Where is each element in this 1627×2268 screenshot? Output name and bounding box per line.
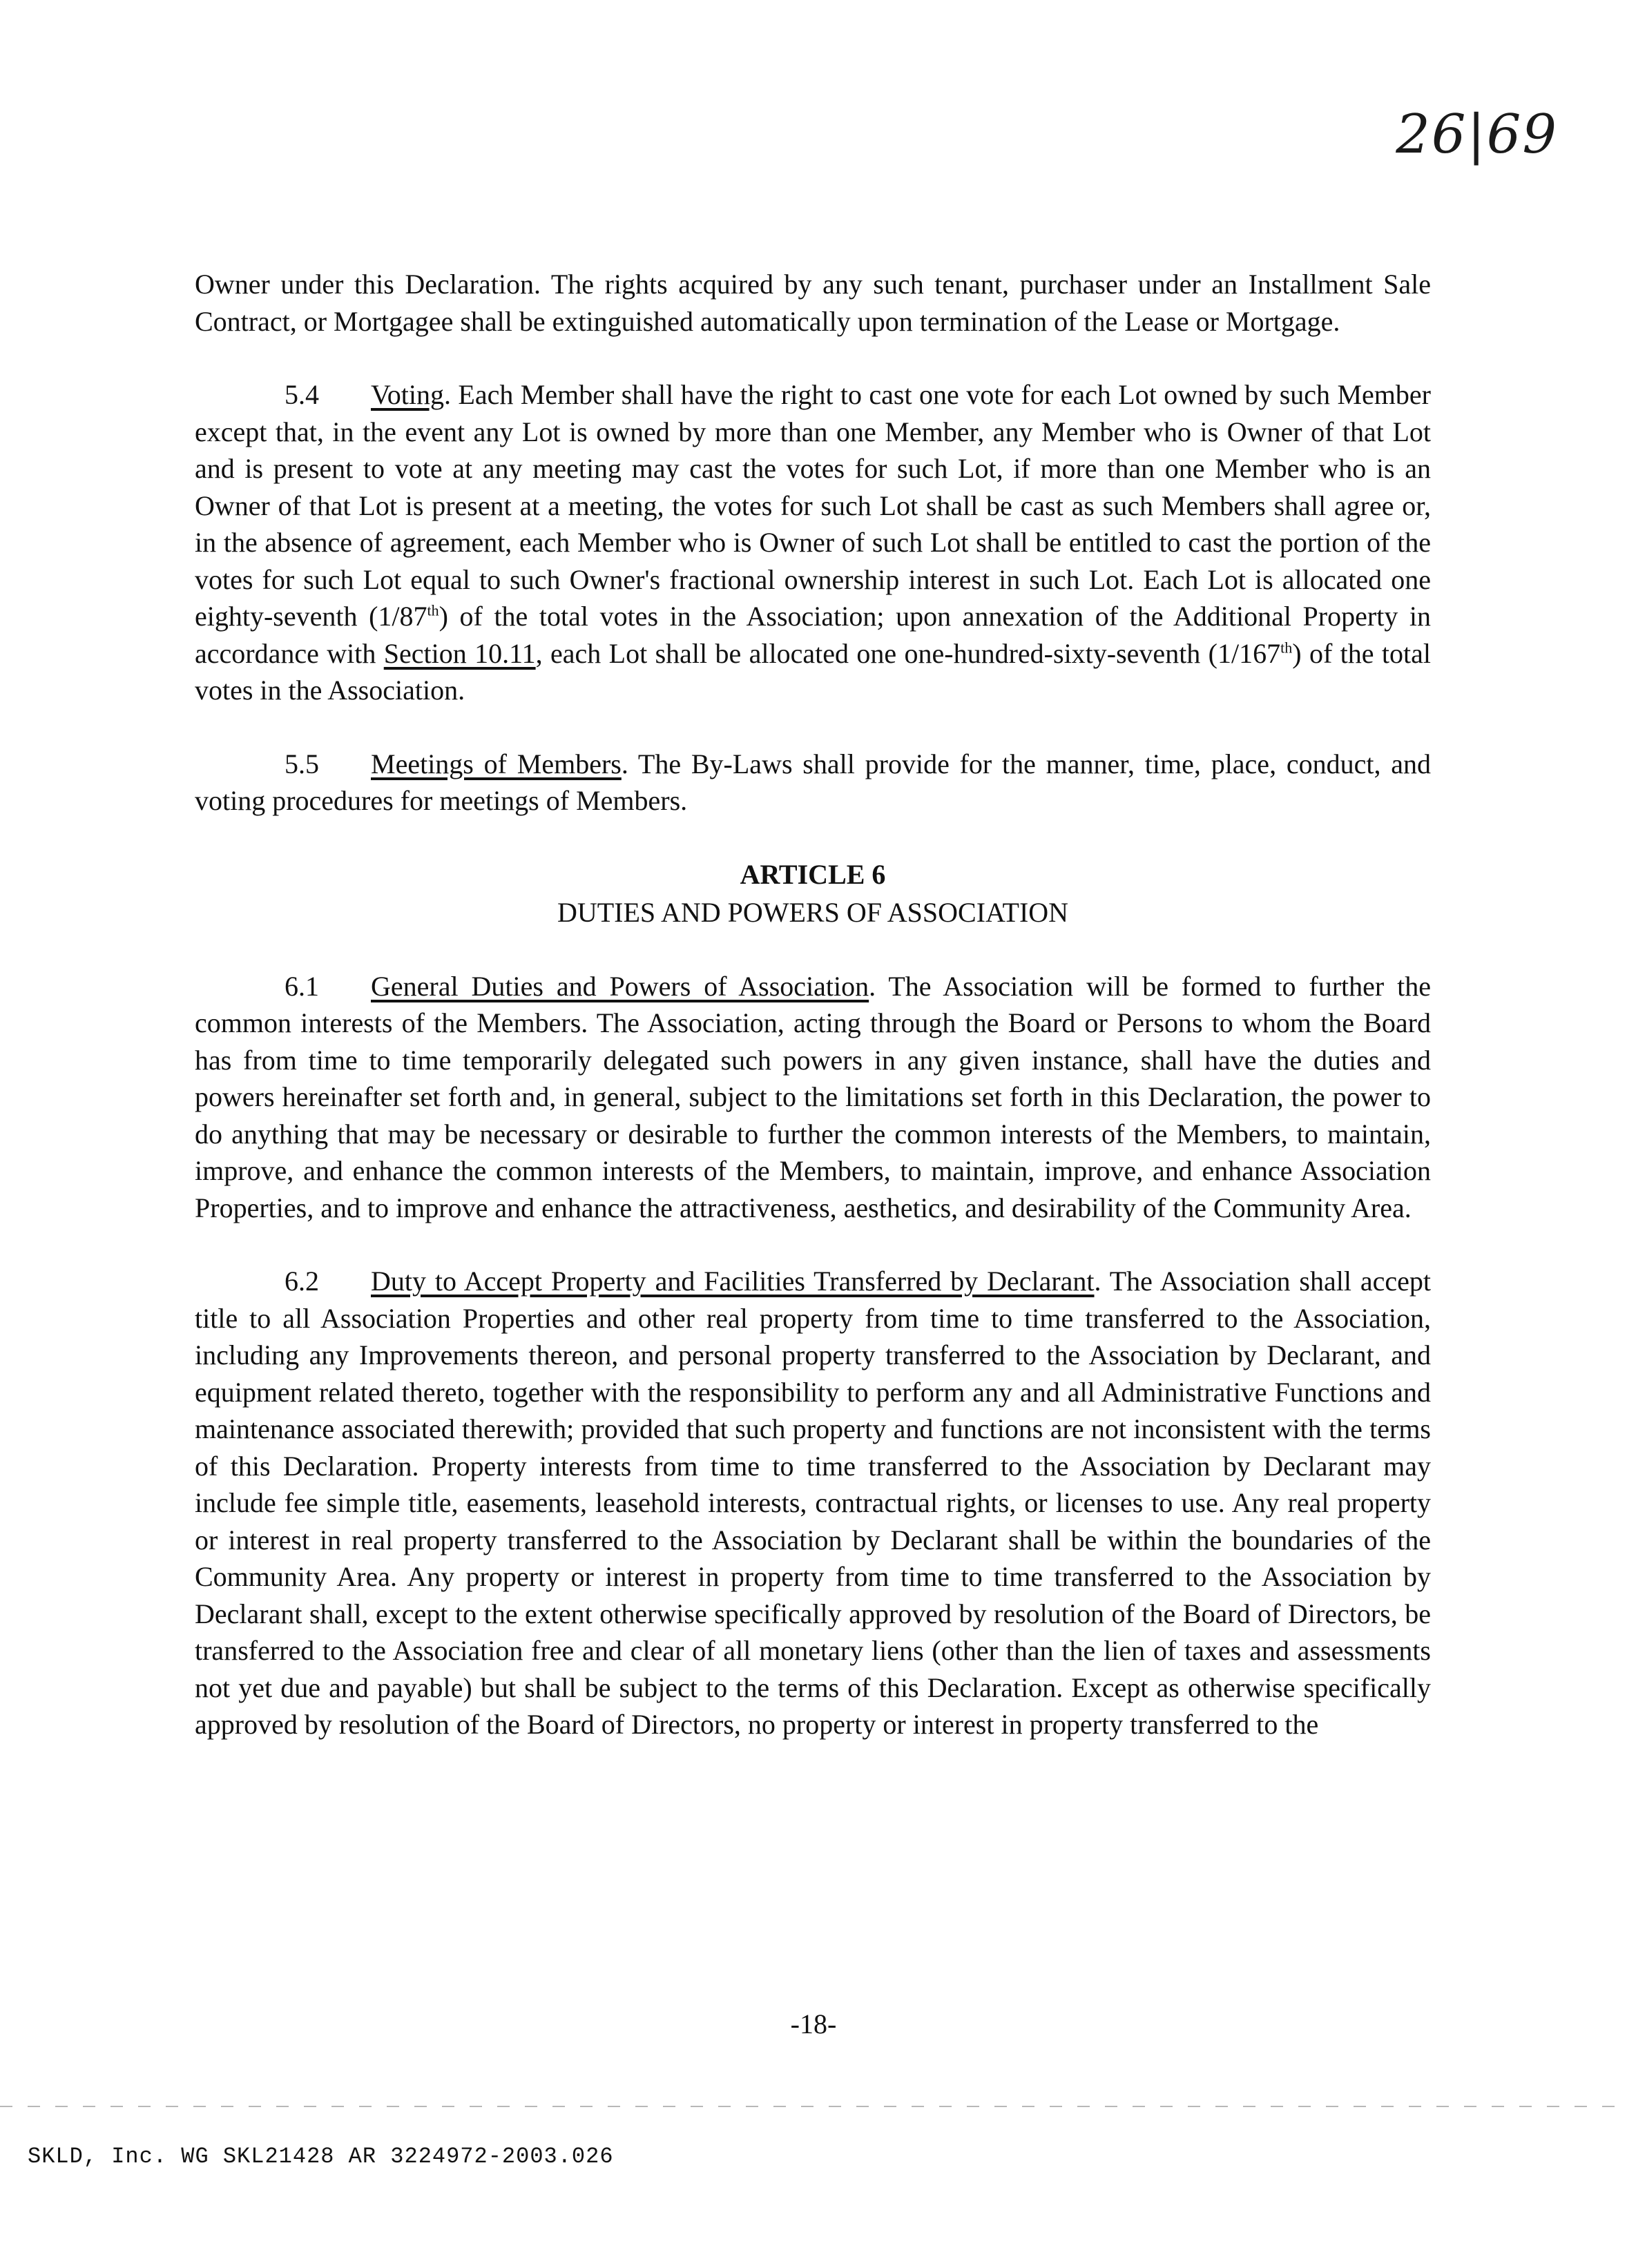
section-number: 5.5 bbox=[285, 748, 319, 779]
section-text: . The Association shall accept title to all Association Properties and other real property from time to time transferred to the Association, including any Improvements thereon, and personal property transferred to the Association by Declarant, and equipment related thereto, together with the responsibility to perform any and all Administrative Functions and maintenance associated therewith; provided that such property and functions are not inconsistent with the terms of this Declaration. Property interests from time to time transferred to the Association by Declarant may include fee simple title, easements, leasehold interests, contractual rights, or licenses to use. Any real property or interest in real property transferred to the Association by Declarant shall be within the boundaries of the Community Area. Any property or interest in property from time to time transferred to the Association by Declarant shall, except to the extent otherwise specifically approved by resolution of the Board of Directors, be transferred to the Association free and clear of all monetary liens (other than the lien of taxes and assessments not yet due and payable) but shall be subject to the terms of this Declaration. Except as otherwise specifically approved by resolution of the Board of Directors, no property or interest in property transferred to the bbox=[195, 1266, 1431, 1740]
section-number: 6.2 bbox=[285, 1266, 319, 1297]
section-5-5-paragraph bbox=[195, 746, 1431, 820]
section-text: , each Lot shall be allocated one one-hundred-sixty-seventh (1/167 bbox=[535, 637, 1281, 669]
section-text: ) of the total votes in the Association. bbox=[195, 637, 1432, 706]
section-6-1-paragraph bbox=[195, 968, 1431, 1227]
section-text: ) of the total votes in the Association; upon annexation of the Additional Property in accordance with bbox=[195, 601, 1432, 669]
section-heading: Meetings of Members bbox=[371, 748, 622, 779]
section-number: 6.1 bbox=[285, 970, 319, 1002]
section-6-2-paragraph bbox=[195, 1263, 1431, 1743]
section-heading: Voting bbox=[371, 379, 444, 410]
ordinal-suffix: th bbox=[427, 601, 439, 619]
section-number: 5.4 bbox=[285, 379, 319, 410]
article-number: ARTICLE 6 bbox=[740, 858, 886, 890]
article-title: DUTIES AND POWERS OF ASSOCIATION bbox=[557, 897, 1069, 928]
section-cross-reference: Section 10.11 bbox=[383, 637, 536, 669]
continuation-paragraph bbox=[195, 266, 1431, 340]
section-text: . The By-Laws shall provide for the manner, time, place, conduct, and voting procedures for meetings of Members. bbox=[195, 748, 1432, 816]
continuation-text: Owner under this Declaration. The rights acquired by any such tenant, purchaser under an Installment Sale Contract, or Mortgagee shall be extinguished automatically upon termination of the Lease or Mortgage. bbox=[195, 269, 1431, 337]
scan-divider bbox=[0, 2106, 1627, 2107]
footer-document-stamp: SKLD, Inc. WG SKL21428 AR 3224972-2003.026 bbox=[28, 2144, 614, 2169]
article-heading bbox=[195, 856, 1431, 931]
section-5-4-paragraph bbox=[195, 376, 1431, 709]
document-body bbox=[195, 266, 1431, 1780]
handwritten-page-note: 26|69 bbox=[1396, 104, 1558, 166]
section-heading: General Duties and Powers of Association bbox=[371, 970, 869, 1002]
ordinal-suffix: th bbox=[1280, 639, 1293, 657]
page-number: -18- bbox=[790, 2008, 837, 2039]
section-text: . The Association will be formed to further the common interests of the Members. The Association, acting through the Board or Persons to whom the Board has from time to time temporarily delegated such powers in any given instance, shall have the duties and powers hereinafter set forth and, in general, subject to the limitations set forth in this Declaration, the power to do anything that may be necessary or desirable to further the common interests of the Members, to maintain, improve, and enhance the common interests of the Members, to maintain, improve, and enhance Association Properties, and to improve and enhance the attractiveness, aesthetics, and desirability of the Community Area. bbox=[195, 970, 1432, 1223]
section-text: . Each Member shall have the right to cast one vote for each Lot owned by such Member except that, in the event any Lot is owned by more than one Member, any Member who is Owner of that Lot and is present to vote at any meeting may cast the votes for such Lot, if more than one Member who is an Owner of that Lot is present at a meeting, the votes for such Lot shall be cast as such Members shall agree or, in the absence of agreement, each Member who is Owner of such Lot shall be entitled to cast the portion of the votes for such Lot equal to such Owner's fractional ownership interest in such Lot. Each Lot is allocated one eighty-seventh (1/87 bbox=[195, 379, 1431, 632]
section-heading: Duty to Accept Property and Facilities Transferred by Declarant bbox=[371, 1266, 1095, 1297]
